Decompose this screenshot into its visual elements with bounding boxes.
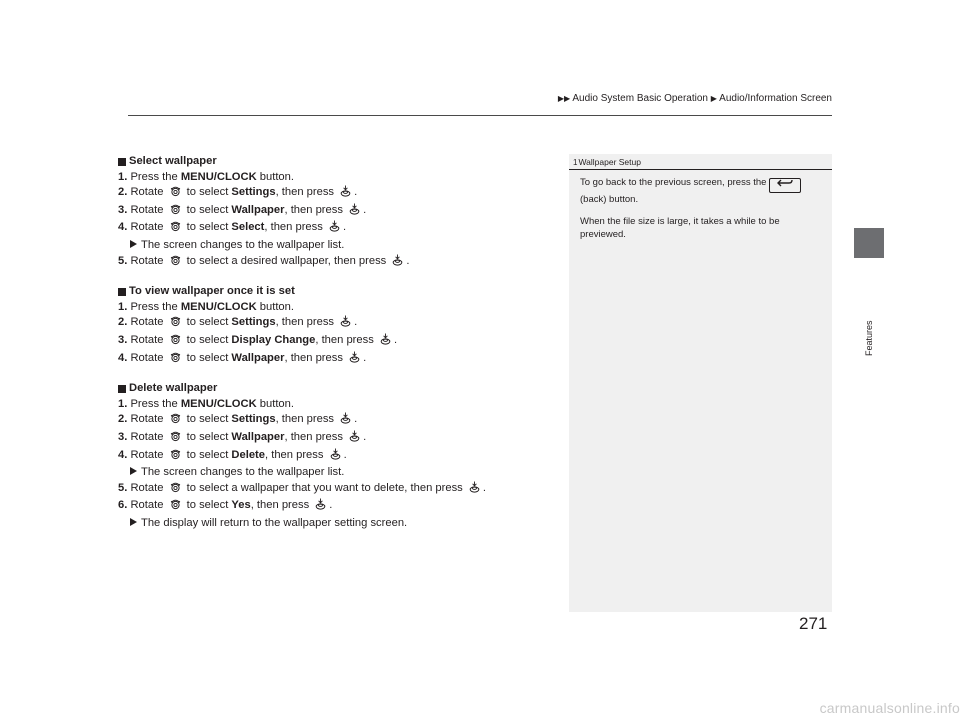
section-heading-text: Select wallpaper	[129, 155, 217, 167]
step-end: .	[343, 448, 347, 461]
press-knob-icon	[469, 481, 480, 499]
step	[118, 498, 558, 516]
section	[118, 381, 558, 531]
selector-knob-icon	[170, 449, 181, 466]
step-number: 1.	[118, 170, 128, 183]
press-knob-icon	[349, 430, 360, 448]
step-text: , then press	[275, 316, 338, 329]
selector-knob-icon	[170, 482, 181, 499]
step-text: Rotate	[130, 351, 167, 364]
step-text: , then press	[250, 499, 313, 512]
sidebar-para1-end: (back) button.	[580, 194, 639, 205]
press-knob-icon	[340, 412, 351, 430]
step-number: 3.	[118, 333, 128, 346]
reference-mark: 1	[573, 158, 578, 167]
step-number: 1.	[118, 300, 128, 313]
step-text: , then press	[284, 430, 347, 443]
step-result-text: The screen changes to the wallpaper list.	[141, 238, 345, 251]
sidebar-heading	[573, 157, 641, 167]
press-knob-icon	[349, 351, 360, 369]
step-end: .	[354, 186, 358, 199]
step-text: , then press	[275, 186, 338, 199]
square-bullet-icon	[118, 385, 126, 393]
step-text: Rotate	[130, 430, 167, 443]
step-number: 3.	[118, 430, 128, 443]
step-text: Rotate	[130, 481, 167, 494]
step-number: 5.	[118, 481, 128, 494]
step	[118, 481, 558, 499]
step-keyword: Yes	[231, 499, 251, 512]
step-text: to select	[183, 413, 232, 426]
section-heading	[118, 381, 558, 397]
step-end: .	[354, 413, 358, 426]
step-text: button.	[256, 300, 294, 313]
section	[118, 154, 558, 271]
step-text: , then press	[275, 413, 338, 426]
breadcrumb-item[interactable]: Audio/Information Screen	[719, 93, 832, 104]
step-text: Press the	[130, 170, 181, 183]
step	[118, 203, 558, 221]
step-result	[118, 465, 558, 481]
breadcrumb-item[interactable]: Audio System Basic Operation	[572, 93, 708, 104]
step-end: .	[363, 203, 367, 216]
step-text: , then press	[264, 221, 326, 234]
step-text: to select a wallpaper that you want to delete, then press	[183, 481, 466, 494]
press-knob-icon	[330, 448, 341, 466]
step	[118, 185, 558, 203]
step	[118, 412, 558, 430]
step-number: 4.	[118, 448, 128, 461]
step-result	[118, 238, 558, 254]
step-number: 1.	[118, 397, 128, 410]
press-knob-icon	[340, 185, 351, 203]
step-number: 6.	[118, 499, 128, 512]
step-result	[118, 516, 558, 532]
section	[118, 284, 558, 368]
selector-knob-icon	[170, 255, 181, 272]
selector-knob-icon	[170, 221, 181, 238]
step-text: Rotate	[130, 413, 167, 426]
breadcrumb-arrow-icon: ▶	[710, 94, 717, 103]
step	[118, 397, 558, 413]
step-text: to select	[183, 316, 232, 329]
step-text: to select	[183, 499, 232, 512]
step-keyword: Select	[231, 221, 265, 234]
step-end: .	[329, 499, 333, 512]
section-heading-text: To view wallpaper once it is set	[129, 285, 295, 298]
step-end: .	[363, 351, 367, 364]
selector-knob-icon	[170, 186, 181, 203]
step-keyword: Wallpaper	[231, 203, 285, 216]
selector-knob-icon	[170, 334, 181, 351]
sidebar-rule	[569, 169, 832, 170]
step-number: 2.	[118, 186, 128, 199]
step-number: 4.	[118, 351, 128, 364]
back-button-icon	[769, 178, 801, 193]
step-number: 3.	[118, 203, 128, 216]
step-end: .	[393, 333, 398, 346]
selector-knob-icon	[170, 316, 181, 333]
step-text: Rotate	[130, 448, 167, 461]
section-heading	[118, 154, 558, 170]
step	[118, 300, 558, 316]
step-text: , then press	[284, 203, 347, 216]
step-text: , then press	[284, 351, 347, 364]
step-keyword: Settings	[231, 186, 276, 199]
step-keyword: Delete	[231, 448, 266, 461]
breadcrumb-arrow-icon: ▶▶	[557, 94, 571, 103]
step-text: to select	[183, 203, 232, 216]
square-bullet-icon	[118, 158, 126, 166]
step-text: Rotate	[130, 203, 167, 216]
step-keyword: MENU/CLOCK	[180, 170, 257, 183]
step-keyword: Display Change	[231, 333, 316, 346]
step-keyword: MENU/CLOCK	[180, 397, 257, 410]
breadcrumb	[558, 93, 832, 104]
step	[118, 333, 558, 351]
side-tab-label: Features	[864, 320, 874, 356]
press-knob-icon	[380, 333, 391, 351]
selector-knob-icon	[170, 431, 181, 448]
selector-knob-icon	[170, 413, 181, 430]
section-heading	[118, 284, 558, 300]
step-keyword: Wallpaper	[231, 351, 285, 364]
sidebar-text	[580, 176, 820, 250]
step	[118, 430, 558, 448]
step-text: to select a desired wallpaper, then press	[183, 254, 390, 267]
watermark: carmanualsonline.info	[819, 700, 960, 716]
step	[118, 170, 558, 186]
step-end: .	[482, 481, 486, 494]
step-number: 2.	[118, 413, 128, 426]
step-text: to select	[183, 333, 232, 346]
step-text: Rotate	[130, 221, 167, 234]
step-keyword: Wallpaper	[231, 430, 285, 443]
step-text: Press the	[130, 300, 181, 313]
sidebar-title: Wallpaper Setup	[578, 157, 641, 167]
step-keyword: MENU/CLOCK	[180, 300, 257, 313]
step	[118, 315, 558, 333]
step-end: .	[363, 430, 367, 443]
step	[118, 448, 558, 466]
step-end: .	[354, 316, 358, 329]
press-knob-icon	[392, 254, 403, 272]
step-result-text: The screen changes to the wallpaper list.	[141, 466, 345, 479]
step-text: to select	[183, 430, 232, 443]
step-text: to select	[183, 221, 232, 234]
section-heading-text: Delete wallpaper	[129, 382, 218, 395]
step-number: 4.	[118, 221, 128, 234]
arrow-icon	[130, 518, 137, 526]
selector-knob-icon	[170, 204, 181, 221]
step	[118, 254, 558, 272]
sidebar-para2: When the file size is large, it takes a while to be previewed.	[580, 215, 780, 240]
step-keyword: Settings	[231, 316, 276, 329]
step-text: , then press	[315, 333, 377, 346]
selector-knob-icon	[170, 499, 181, 516]
press-knob-icon	[340, 315, 351, 333]
step-text: Rotate	[130, 254, 167, 267]
main-content	[118, 154, 558, 544]
step-text: to select	[183, 448, 232, 461]
press-knob-icon	[349, 203, 360, 221]
step-text: to select	[183, 186, 232, 199]
arrow-icon	[130, 240, 137, 248]
step-result-text: The display will return to the wallpaper setting screen.	[141, 516, 408, 529]
step-end: .	[342, 221, 347, 234]
step-text: Rotate	[130, 186, 167, 199]
step-end: .	[406, 254, 410, 267]
step-text: Rotate	[130, 499, 167, 512]
selector-knob-icon	[170, 352, 181, 369]
step-number: 5.	[118, 254, 128, 267]
step-text: Press the	[130, 397, 181, 410]
step-text: Rotate	[130, 316, 167, 329]
square-bullet-icon	[118, 288, 126, 296]
step-text: Rotate	[130, 333, 167, 346]
page-number: 271	[799, 614, 828, 633]
sidebar-para1: To go back to the previous screen, press the	[580, 177, 767, 188]
step-number: 2.	[118, 316, 128, 329]
step-text: button.	[256, 397, 294, 410]
step	[118, 220, 558, 238]
arrow-icon	[130, 467, 137, 475]
step-text: to select	[183, 351, 232, 364]
step-text: , then press	[265, 448, 327, 461]
press-knob-icon	[315, 498, 326, 516]
step-keyword: Settings	[231, 413, 276, 426]
header-rule	[128, 115, 832, 116]
step	[118, 351, 558, 369]
press-knob-icon	[329, 220, 340, 238]
step-text: button.	[256, 170, 294, 183]
side-tab[interactable]	[854, 228, 884, 258]
